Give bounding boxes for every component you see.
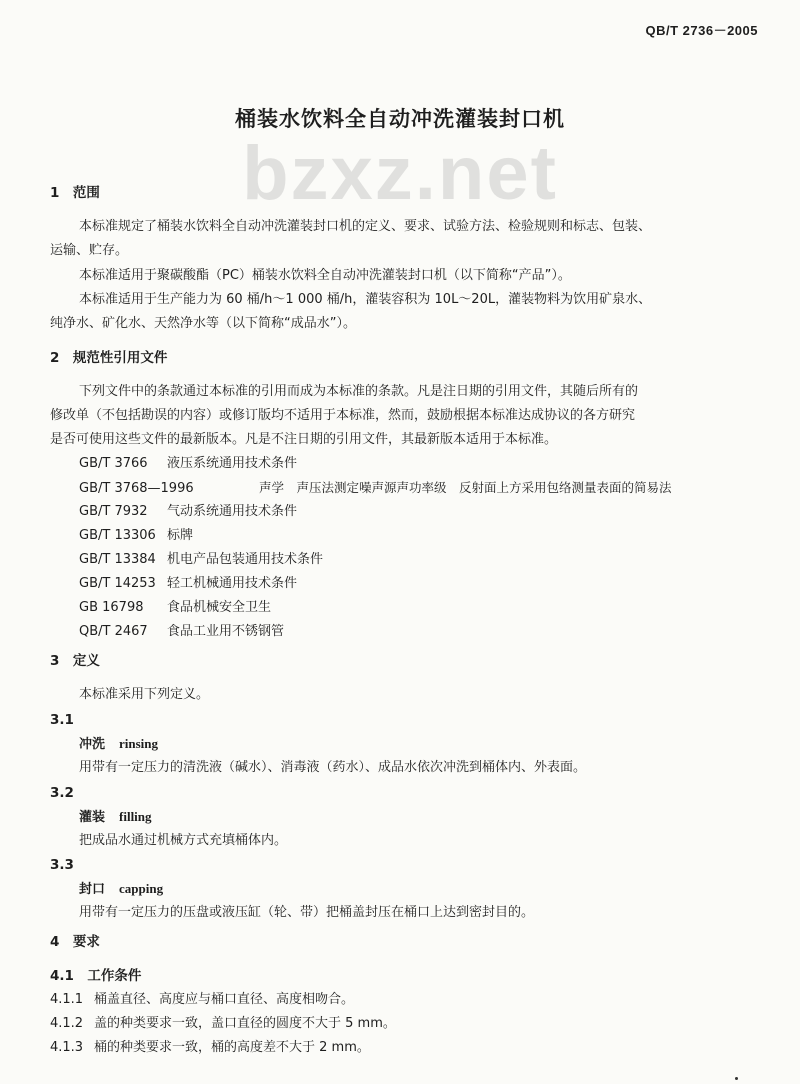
- reference-code: GB/T 3768—1996: [79, 481, 194, 496]
- section-2-para-line-2: 修改单（不包括勘误的内容）或修订版均不适用于本标准，然而，鼓励根据本标准达成协议的各方研究: [50, 408, 636, 423]
- section-1-heading: 1 范围: [50, 185, 100, 201]
- definition-text: 用带有一定压力的压盘或液压缸（轮、带）把桶盖封压在桶口上达到密封目的。: [79, 905, 535, 920]
- term-cn: 冲洗: [79, 737, 106, 752]
- page-mark: [735, 1077, 738, 1080]
- requirement-text: 桶的种类要求一致，桶的高度差不大于 2 mm。: [94, 1040, 370, 1055]
- reference-title: 气动系统通用技术条件: [167, 504, 298, 519]
- term-en: filling: [119, 809, 152, 824]
- definition-text: 把成品水通过机械方式充填桶体内。: [79, 833, 288, 848]
- term-en: rinsing: [119, 736, 159, 751]
- reference-item: [79, 456, 297, 472]
- reference-title: 标牌: [167, 528, 194, 543]
- definition-text: 用带有一定压力的清洗液（碱水）、消毒液（药水）、成品水依次冲洗到桶体内、外表面。: [79, 760, 587, 775]
- section-4-heading: 4 要求: [50, 934, 100, 950]
- requirement-number: 4.1.2: [50, 1016, 84, 1031]
- reference-code: GB/T 13384: [79, 552, 156, 567]
- definition-number: 3.3: [50, 857, 74, 873]
- reference-title: 食品机械安全卫生: [167, 600, 272, 615]
- section-2-heading: 2 规范性引用文件: [50, 350, 168, 366]
- reference-code: GB/T 14253: [79, 576, 156, 591]
- section-2-para-line-3: 是否可使用这些文件的最新版本。凡是不注日期的引用文件，其最新版本适用于本标准。: [50, 432, 558, 447]
- requirement-number: 4.1.3: [50, 1040, 84, 1055]
- requirement-text: 桶盖直径、高度应与桶口直径、高度相吻合。: [94, 992, 355, 1007]
- reference-item: [79, 480, 672, 497]
- requirement-item: [50, 1016, 396, 1032]
- subsection-heading: 4.1 工作条件: [50, 968, 142, 984]
- reference-item: [79, 600, 271, 616]
- reference-title: 机电产品包装通用技术条件: [167, 552, 324, 567]
- requirement-text: 盖的种类要求一致，盖口直径的圆度不大于 5 mm。: [94, 1016, 396, 1031]
- definition-term: [79, 736, 158, 753]
- definition-number: 3.2: [50, 785, 74, 801]
- reference-item: [79, 528, 193, 544]
- section-1-para-3-line-2: 纯净水、矿化水、天然净水等（以下简称“成品水”）。: [50, 316, 356, 331]
- definition-number: 3.1: [50, 712, 74, 728]
- section-1-para-3-line-1: 本标准适用于生产能力为 60 桶/h～1 000 桶/h，灌装容积为 10L～20L，灌装物料为饮用矿泉水、: [79, 292, 652, 307]
- reference-title: 声学 声压法测定噪声源声功率级 反射面上方采用包络测量表面的简易法: [259, 480, 672, 495]
- requirement-item: [50, 992, 354, 1008]
- section-2-para-line-1: 下列文件中的条款通过本标准的引用而成为本标准的条款。凡是注日期的引用文件，其随后所有的: [79, 384, 639, 399]
- reference-item: [79, 624, 284, 640]
- reference-code: GB/T 3766: [79, 456, 148, 471]
- standard-code: QB/T 2736－2005: [645, 23, 758, 38]
- requirement-number: 4.1.1: [50, 992, 84, 1007]
- requirement-item: [50, 1040, 370, 1056]
- definition-term: [79, 881, 163, 898]
- section-1-para-1-line-1: 本标准规定了桶装水饮料全自动冲洗灌装封口机的定义、要求、试验方法、检验规则和标志、包装、: [79, 219, 652, 234]
- section-3-intro: 本标准采用下列定义。: [79, 687, 210, 702]
- section-3-heading: 3 定义: [50, 653, 100, 669]
- document-title: 桶装水饮料全自动冲洗灌装封口机: [235, 107, 565, 131]
- section-1-para-2: 本标准适用于聚碳酸酯（PC）桶装水饮料全自动冲洗灌装封口机（以下简称“产品”）。: [79, 268, 571, 283]
- reference-code: QB/T 2467: [79, 624, 148, 639]
- term-en: capping: [119, 881, 164, 896]
- term-cn: 灌装: [79, 810, 106, 825]
- reference-title: 轻工机械通用技术条件: [167, 576, 298, 591]
- reference-item: [79, 576, 297, 592]
- reference-code: GB/T 7932: [79, 504, 148, 519]
- section-1-para-1-line-2: 运输、贮存。: [50, 243, 129, 258]
- term-cn: 封口: [79, 882, 106, 897]
- reference-code: GB 16798: [79, 600, 144, 615]
- watermark: bzxz.net: [242, 131, 558, 216]
- definition-term: [79, 809, 152, 826]
- reference-code: GB/T 13306: [79, 528, 156, 543]
- reference-title: 液压系统通用技术条件: [167, 456, 298, 471]
- reference-title: 食品工业用不锈钢管: [167, 624, 285, 639]
- reference-item: [79, 552, 323, 568]
- reference-item: [79, 504, 297, 520]
